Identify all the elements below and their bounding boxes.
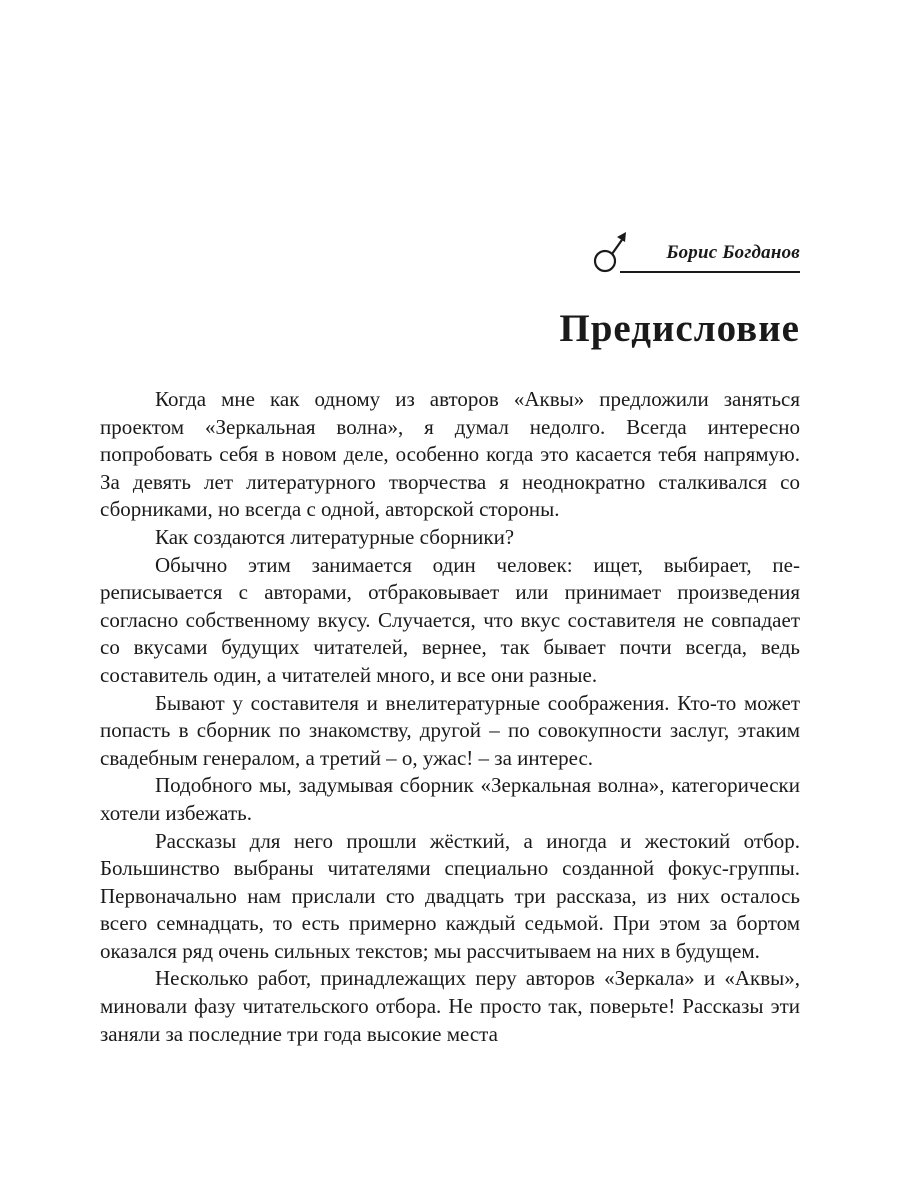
paragraph: Несколько работ, принадлежащих перу авторов «Зеркала» и «Аквы», миновали фазу читательского отбора. Не просто так, поверьте! Рассказы эти заняли за последние три года высокие места — [100, 966, 800, 1046]
paragraph: Подобного мы, задумывая сборник «Зеркальная волна», категорически хотели избежать. — [100, 773, 800, 825]
author-header — [592, 228, 800, 276]
paragraph: Как создаются литературные сборники? — [155, 524, 515, 549]
paragraph: Рассказы для него прошли жёсткий, а иногда и жестокий отбор. Большинство выбраны читателями специально созданной фокус-группы. Первоначально нам прислали сто двадцать три рассказа, из них осталось всего семнадцать, то есть примерно каждый седьмой. При этом за бортом оказался ряд очень сильных текстов; мы рассчитываем на них в будущем. — [100, 828, 800, 963]
page-title: Предисловие — [559, 307, 800, 350]
author-underline — [620, 271, 800, 273]
author-name: Борис Богданов — [666, 242, 800, 263]
paragraph: Когда мне как одному из авторов «Аквы» предложили заняться проектом «Зеркальная волна», я думал недолго. Всегда интересно попробовать себя в новом деле, особенно когда это касается тебя напрямую. За девять лет литературного творчества я неоднократно сталкивался со сборниками, но всегда с одной, авторской стороны. — [100, 387, 800, 522]
paragraph: Бывают у составителя и внелитературные соображения. Кто-то может попасть в сборник по знакомству, другой – по совокупности заслуг, этаким свадебным генералом, а третий – о, ужас! – за интерес. — [100, 690, 800, 770]
body-text — [100, 386, 800, 1146]
paragraph: Обычно этим занимается один человек: ищет, выбирает, переписывается с авторами, отбраковывает или принимает произведения согласно собственному вкусу. Случается, что вкус составителя не совпадает со вкусами будущих читателей, вернее, так бывает почти всегда, ведь составитель один, а читателей много, и все они разные. — [100, 552, 800, 687]
male-symbol-icon — [592, 230, 630, 276]
